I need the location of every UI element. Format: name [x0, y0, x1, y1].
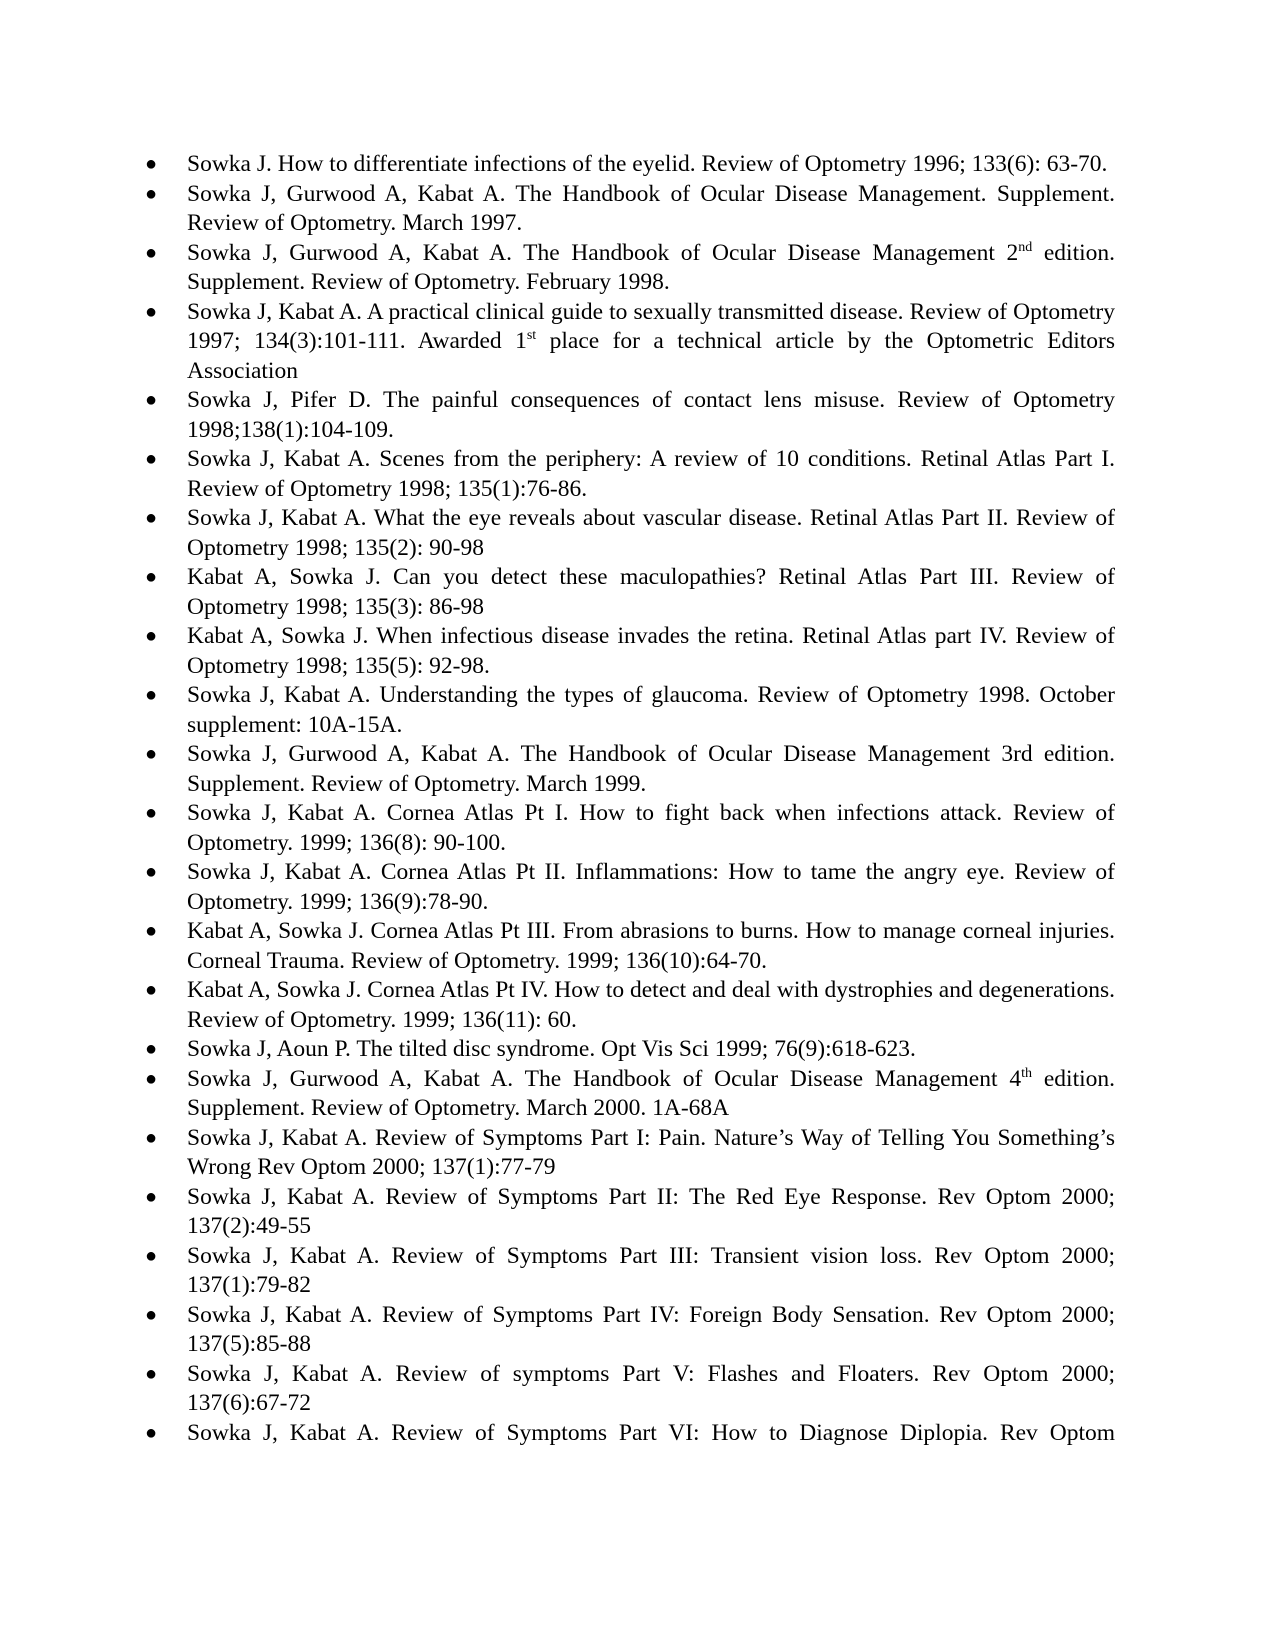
reference-text: Sowka J, Kabat A. Review of Symptoms Part II: The Red Eye Response. Rev Optom 2000; 137(2):49-55: [187, 1183, 1115, 1239]
reference-item: [145, 298, 1115, 387]
reference-text: Sowka J, Gurwood A, Kabat A. The Handbook of Ocular Disease Management 3rd edition. Supplement. Review of Optometry. March 1999.: [187, 741, 1115, 797]
bullet-icon: ●: [145, 1185, 158, 1208]
reference-item: [145, 239, 1115, 298]
reference-item: [145, 681, 1115, 740]
reference-text: Sowka J, Kabat A. Review of Symptoms Part IV: Foreign Body Sensation. Rev Optom 2000; 137(5):85-88: [187, 1301, 1115, 1357]
bullet-icon: ●: [145, 241, 158, 264]
bullet-icon: ●: [145, 1244, 158, 1267]
reference-text: Sowka J, Kabat A. Understanding the types of glaucoma. Review of Optometry 1998. October supplement: 10A-15A.: [187, 682, 1115, 738]
reference-text: Sowka J, Gurwood A, Kabat A. The Handbook of Ocular Disease Management. Supplement. Review of Optometry. March 1997.: [187, 180, 1115, 236]
reference-text: Sowka J, Kabat A. Review of Symptoms Part III: Transient vision loss. Rev Optom 2000; 137(1):79-82: [187, 1242, 1115, 1298]
bullet-icon: ●: [145, 507, 158, 529]
bullet-icon: ●: [145, 1303, 158, 1326]
reference-text: Sowka J, Pifer D. The painful consequences of contact lens misuse. Review of Optometry 1998;138(1):104-109.: [187, 387, 1115, 443]
reference-item: [145, 1183, 1115, 1242]
reference-item: [145, 180, 1115, 239]
reference-item: [145, 858, 1115, 917]
bullet-icon: ●: [145, 1038, 158, 1060]
reference-item: [145, 150, 1115, 180]
bullet-icon: ●: [145, 625, 158, 647]
reference-text: Sowka J, Aoun P. The tilted disc syndrome. Opt Vis Sci 1999; 76(9):618-623.: [187, 1036, 916, 1062]
reference-text: Sowka J, Kabat A. Review of symptoms Part V: Flashes and Floaters. Rev Optom 2000; 137(6):67-72: [187, 1360, 1115, 1416]
reference-item: [145, 740, 1115, 799]
reference-text: Kabat A, Sowka J. When infectious disease invades the retina. Retinal Atlas part IV. Review of Optometry 1998; 135(5): 92-98.: [187, 623, 1115, 679]
bullet-icon: ●: [145, 153, 158, 175]
reference-item: [145, 1419, 1115, 1449]
reference-text: Sowka J. How to differentiate infections of the eyelid. Review of Optometry 1996; 133(6): 63-70.: [187, 151, 1108, 177]
reference-text: Sowka J, Kabat A. Scenes from the periphery: A review of 10 conditions. Retinal Atlas Part I. Review of Optometry 1998; 135(1):76-86.: [187, 446, 1115, 502]
bullet-icon: ●: [145, 566, 158, 588]
reference-text: [187, 299, 1115, 384]
reference-item: [145, 504, 1115, 563]
reference-item: [145, 1301, 1115, 1360]
reference-text: Sowka J, Kabat A. Review of Symptoms Part I: Pain. Nature’s Way of Telling You Something’s Wrong Rev Optom 2000; 137(1):77-79: [187, 1124, 1115, 1180]
reference-text: Kabat A, Sowka J. Can you detect these maculopathies? Retinal Atlas Part III. Review of Optometry 1998; 135(3): 86-98: [187, 564, 1115, 620]
reference-item: [145, 1124, 1115, 1183]
ordinal-superscript: nd: [1018, 239, 1033, 255]
reference-text: Kabat A, Sowka J. Cornea Atlas Pt III. From abrasions to burns. How to manage corneal injuries. Corneal Trauma. Review of Optometry. 1999; 136(10):64-70.: [187, 918, 1115, 974]
bullet-icon: ●: [145, 182, 158, 205]
reference-text-part: edition. Supplement. Review of Optometry. March 2000. 1A-68A: [187, 1065, 1116, 1121]
reference-text: [187, 240, 1115, 296]
bullet-icon: ●: [145, 1126, 158, 1149]
reference-text-part: Sowka J, Gurwood A, Kabat A. The Handbook of Ocular Disease Management 4: [187, 1065, 1022, 1092]
reference-text-part: place for a technical article by the Optometric Editors Association: [187, 328, 1115, 384]
reference-text: Sowka J, Kabat A. Cornea Atlas Pt II. Inflammations: How to tame the angry eye. Review of Optometry. 1999; 136(9):78-90.: [187, 859, 1115, 915]
ordinal-superscript: th: [1021, 1065, 1033, 1081]
bullet-icon: ●: [145, 684, 158, 706]
reference-item: [145, 386, 1115, 445]
reference-text: [187, 1066, 1115, 1122]
reference-text: Sowka J, Kabat A. Review of Symptoms Part VI: How to Diagnose Diplopia. Rev Optom: [187, 1419, 1115, 1446]
reference-item: [145, 799, 1115, 858]
bullet-icon: ●: [145, 1362, 158, 1385]
bullet-icon: ●: [145, 802, 158, 824]
reference-text-part: edition. Supplement. Review of Optometry. February 1998.: [187, 239, 1115, 295]
reference-item: [145, 1065, 1115, 1124]
reference-text: Sowka J, Kabat A. Cornea Atlas Pt I. How to fight back when infections attack. Review of Optometry. 1999; 136(8): 90-100.: [187, 800, 1115, 856]
bullet-icon: ●: [145, 979, 158, 1001]
bullet-icon: ●: [145, 300, 158, 323]
reference-item: [145, 1242, 1115, 1301]
reference-list: [145, 150, 1115, 1448]
reference-item: [145, 1035, 1115, 1065]
bullet-icon: ●: [145, 389, 158, 411]
bullet-icon: ●: [145, 920, 158, 942]
bullet-icon: ●: [145, 743, 158, 765]
ordinal-superscript: st: [526, 328, 537, 343]
bullet-icon: ●: [145, 1067, 158, 1090]
reference-text: Sowka J, Kabat A. What the eye reveals about vascular disease. Retinal Atlas Part II. Review of Optometry 1998; 135(2): 90-98: [187, 505, 1115, 561]
reference-item: [145, 563, 1115, 622]
reference-text-part: Sowka J, Gurwood A, Kabat A. The Handbook of Ocular Disease Management 2: [187, 239, 1019, 266]
bullet-icon: ●: [145, 448, 158, 470]
reference-item: [145, 1360, 1115, 1419]
reference-text: Kabat A, Sowka J. Cornea Atlas Pt IV. How to detect and deal with dystrophies and degenerations. Review of Optometry. 1999; 136(11): 60.: [187, 977, 1115, 1033]
reference-item: [145, 622, 1115, 681]
reference-item: [145, 976, 1115, 1035]
reference-text-part: Sowka J, Kabat A. A practical clinical guide to sexually transmitted disease. Review of Optometry 1997; 134(3):101-111. Awarded 1: [187, 298, 1115, 354]
bullet-icon: ●: [145, 1421, 158, 1444]
bullet-icon: ●: [145, 861, 158, 883]
reference-item: [145, 445, 1115, 504]
reference-item: [145, 917, 1115, 976]
